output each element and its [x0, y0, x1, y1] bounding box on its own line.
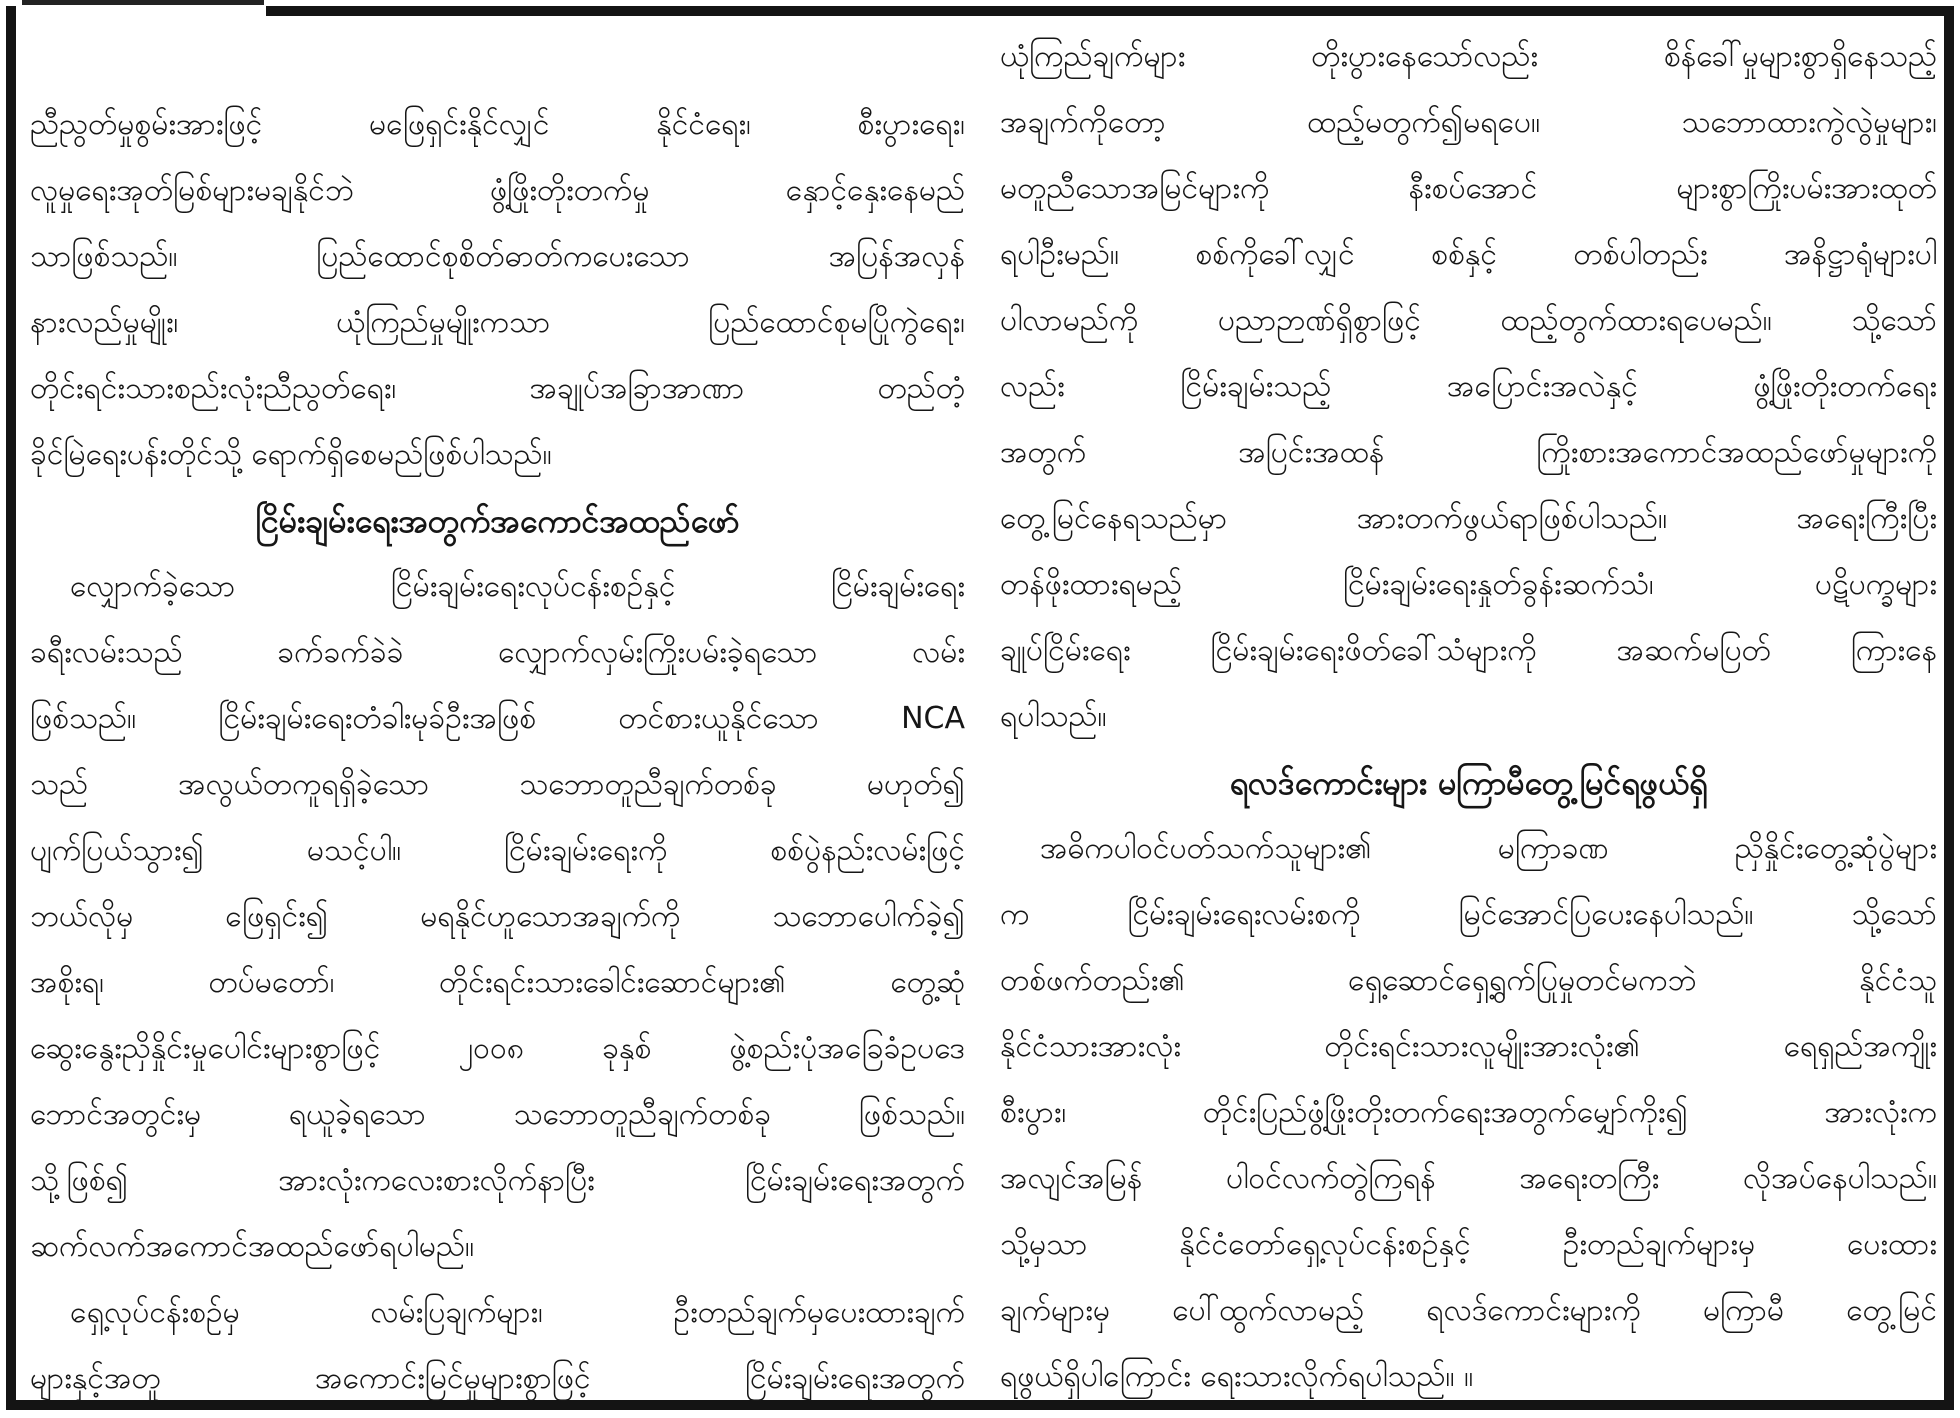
- text-line: ညီညွတ်မှုစွမ်းအားဖြင့် မဖြေရှင်းနိုင်လျှင် နိုင်ငံရေး၊ စီးပွားရေး၊: [30, 107, 965, 142]
- text-line: အချက်ကိုတော့ ထည့်မတွက်၍မရပေ။ သဘောထားကွဲလွဲမှုများ၊: [1000, 105, 1937, 140]
- text-line: ဘောင်အတွင်းမှ ရယူခဲ့ရသော သဘောတူညီချက်တစ်ခု ဖြစ်သည်။: [30, 1097, 965, 1132]
- text-line: ချက်များမှ ပေါ်ထွက်လာမည့် ရလဒ်ကောင်းများကို မကြာမီ တွေ့မြင်: [1000, 1293, 1937, 1328]
- right-column: [1000, 24, 1937, 1410]
- text-line: အလျင်အမြန် ပါဝင်လက်တွဲကြရန် အရေးတကြီး လိုအပ်နေပါသည်။: [1000, 1161, 1937, 1196]
- border-gap: [16, 6, 266, 16]
- text-line: နိုင်ငံသားအားလုံး တိုင်းရင်းသားလူမျိုးအားလုံး၏ ရေရှည်အကျိုး: [1000, 1029, 1937, 1064]
- text-line: ရပါသည်။: [1000, 699, 1107, 734]
- text-line: အစိုးရ၊ တပ်မတော်၊ တိုင်းရင်းသားခေါင်းဆောင်များ၏ တွေ့ဆုံ: [30, 965, 965, 1000]
- text-line: ခရီးလမ်းသည် ခက်ခက်ခဲခဲ လျှောက်လှမ်းကြိုးပမ်းခဲ့ရသော လမ်း: [30, 635, 965, 670]
- text-line: ပျက်ပြယ်သွား၍ မသင့်ပါ။ ငြိမ်းချမ်းရေးကို စစ်ပွဲနည်းလမ်းဖြင့်: [30, 833, 965, 868]
- paragraph: [30, 554, 965, 1280]
- text-line: ပါလာမည်ကို ပညာဉာဏ်ရှိစွာဖြင့် ထည့်တွက်ထားရပေမည်။ သို့သော်: [1000, 303, 1937, 338]
- left-column: [30, 92, 965, 1410]
- text-line: သာဖြစ်သည်။ ပြည်ထောင်စုစိတ်ဓာတ်ကပေးသော အပြန်အလှန်: [30, 239, 965, 274]
- text-line: စီးပွား၊ တိုင်းပြည်ဖွံ့ဖြိုးတိုးတက်ရေးအတွက်မျှော်ကိုး၍ အားလုံးက: [1000, 1095, 1937, 1130]
- text-line: ဘယ်လိုမှ ဖြေရှင်း၍ မရနိုင်ဟူသောအချက်ကို သဘောပေါက်ခဲ့၍: [30, 899, 965, 934]
- text-line: မတူညီသောအမြင်များကို နီးစပ်အောင် များစွာကြိုးပမ်းအားထုတ်: [1000, 171, 1937, 206]
- text-line: က ငြိမ်းချမ်းရေးလမ်းစကို မြင်အောင်ပြပေးနေပါသည်။ သို့သော်: [1000, 897, 1937, 932]
- text-line: နားလည်မှုမျိုး၊ ယုံကြည်မှုမျိုးကသာ ပြည်ထောင်စုမပြိုကွဲရေး၊: [30, 305, 965, 340]
- paragraph: [1000, 24, 1937, 750]
- text-line: တန်ဖိုးထားရမည့် ငြိမ်းချမ်းရေးနှုတ်ခွန်းဆက်သံ၊ ပဋိပက္ခများ: [1000, 567, 1937, 602]
- paragraph: [30, 92, 965, 488]
- text-line: ဆွေးနွေးညှိနှိုင်းမှုပေါင်းများစွာဖြင့် ၂၀၀၈ ခုနှစ် ဖွဲ့စည်းပုံအခြေခံဥပဒေ: [30, 1031, 965, 1066]
- paragraph: [1000, 816, 1937, 1410]
- text-line: အတွက် အပြင်းအထန် ကြိုးစားအကောင်အထည်ဖော်မှုများကို: [1000, 435, 1937, 470]
- border-stub-line: [22, 0, 264, 5]
- text-line: ရှေ့လုပ်ငန်းစဉ်မှ လမ်းပြချက်များ၊ ဦးတည်ချက်မှပေးထားချက်: [70, 1295, 965, 1330]
- text-line: ရဖွယ်ရှိပါကြောင်း ရေးသားလိုက်ရပါသည်။ ။: [1000, 1359, 1474, 1394]
- text-line: သို့ဖြစ်၍ အားလုံးကလေးစားလိုက်နာပြီး ငြိမ်းချမ်းရေးအတွက်: [30, 1163, 965, 1198]
- text-line: တစ်ဖက်တည်း၏ ရှေ့ဆောင်ရှေ့ရွက်ပြုမှုတင်မကဘဲ နိုင်ငံသူ: [1000, 963, 1937, 998]
- text-line: လည်း ငြိမ်းချမ်းသည့် အပြောင်းအလဲနှင့် ဖွံ့ဖြိုးတိုးတက်ရေး: [1000, 369, 1937, 404]
- text-line: အဓိကပါဝင်ပတ်သက်သူများ၏ မကြာခဏ ညှိနှိုင်းတွေ့ဆုံပွဲများ: [1040, 831, 1937, 866]
- text-line: တွေ့မြင်နေရသည်မှာ အားတက်ဖွယ်ရာဖြစ်ပါသည်။ အရေးကြီးပြီး: [1000, 501, 1937, 536]
- text-line: ရပါဦးမည်။ စစ်ကိုခေါ်လျှင် စစ်နှင့် တစ်ပါတည်း အနိဋ္ဌာရုံများပါ: [1000, 237, 1937, 272]
- section-heading: ငြိမ်းချမ်းရေးအတွက်အကောင်အထည်ဖော်: [255, 502, 740, 540]
- text-line: သို့မှသာ နိုင်ငံတော်ရှေ့လုပ်ငန်းစဉ်နှင့် ဦးတည်ချက်များမှ ပေးထား: [1000, 1227, 1937, 1262]
- text-line: ဆက်လက်အကောင်အထည်ဖော်ရပါမည်။: [30, 1229, 475, 1264]
- text-line: လူမှုရေးအုတ်မြစ်များမချနိုင်ဘဲ ဖွံ့ဖြိုးတိုးတက်မှု နှောင့်နှေးနေမည်: [30, 173, 965, 208]
- text-line: လျှောက်ခဲ့သော ငြိမ်းချမ်းရေးလုပ်ငန်းစဉ်နှင့် ငြိမ်းချမ်းရေး: [70, 569, 965, 604]
- text-line: တိုင်းရင်းသားစည်းလုံးညီညွတ်ရေး၊ အချုပ်အခြာအာဏာ တည်တံ့: [30, 371, 965, 406]
- text-line: များနှင့်အတူ အကောင်းမြင်မှုများစွာဖြင့် ငြိမ်းချမ်းရေးအတွက်: [30, 1361, 965, 1396]
- text-line: ဖြစ်သည်။ ငြိမ်းချမ်းရေးတံခါးမုခ်ဦးအဖြစ် တင်စားယူနိုင်သော NCA: [30, 701, 965, 736]
- section-heading: ရလဒ်ကောင်းများ မကြာမီတွေ့မြင်ရဖွယ်ရှိ: [1229, 764, 1708, 802]
- text-line: ယုံကြည်ချက်များ တိုးပွားနေသော်လည်း စိန်ခေါ်မှုများစွာရှိနေသည့်: [1000, 39, 1937, 74]
- text-line: သည် အလွယ်တကူရရှိခဲ့သော သဘောတူညီချက်တစ်ခု မဟုတ်၍: [30, 767, 965, 802]
- text-line: ခိုင်မြဲရေးပန်းတိုင်သို့ ရောက်ရှိစေမည်ဖြစ်ပါသည်။: [30, 437, 552, 472]
- paragraph: [30, 1280, 965, 1410]
- text-line: ချုပ်ငြိမ်းရေး ငြိမ်းချမ်းရေးဖိတ်ခေါ်သံများကို အဆက်မပြတ် ကြားနေ: [1000, 633, 1937, 668]
